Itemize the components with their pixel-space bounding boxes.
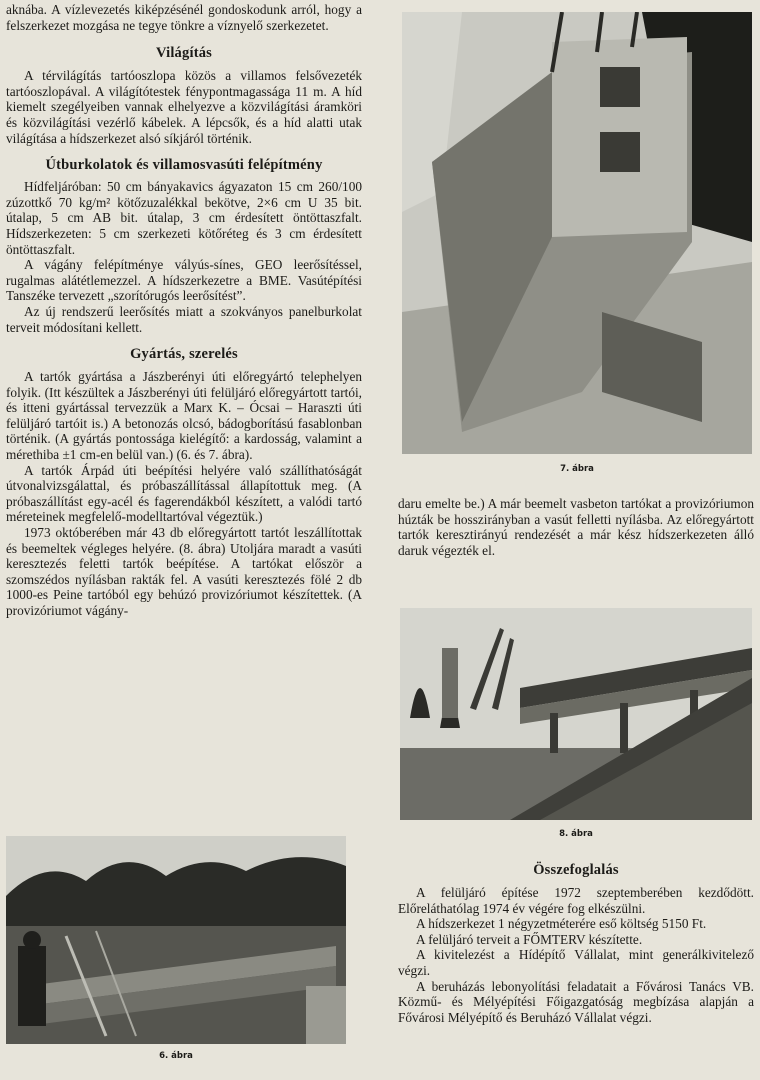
figure-8-caption: 8. ábra — [559, 829, 593, 839]
section-title-pavement: Útburkolatok és villamosvasúti felépítmény — [45, 157, 323, 174]
right-column — [398, 496, 754, 558]
pavement-paragraph-1: Hídfeljáróban: 50 cm bányakavics ágyazaton 15 cm 260/100 zúzottkő 70 kg/m² kötőzuzalékkal bekötve, 2×6 cm U 35 bit. útalap, 5 cm AB bit. útalap, 3 cm érdesített öntöttaszfalt. Hídszerkezeten: 5 cm szerkezeti kötőréteg és 3 cm érdesített öntöttaszfalt. — [6, 179, 362, 257]
manufacturing-paragraph-2: A tartók Árpád úti beépítési helyére való szállíthatóságát útvonalvizsgálattal, és próbaszállítással állapítottuk meg. (A próbaszállítást egy-acél és fagerendákból készített, a valódi tartó méreteinek megfelelő-modelltartóval végeztük.) — [6, 462, 362, 525]
summary-paragraph-4: A kivitelezést a Hídépítő Vállalat, mint generálkivitelező végzi. — [398, 947, 754, 978]
section-title-lighting: Világítás — [155, 45, 213, 62]
figure-7-photo — [402, 12, 752, 454]
summary-paragraph-5: A beruházás lebonyolítási feladatait a Fővárosi Tanács VB. Közmű- és Mélyépítési Főigazgatóság megbízása alapján a Fővárosi Mélyépítő és Beruházó Vállalat végzi. — [398, 978, 754, 1025]
section-title-summary: Összefoglalás — [533, 862, 619, 878]
summary-paragraph-1: A felüljáró építése 1972 szeptemberében kezdődött. Előreláthatólag 1974 év végére fog elkészülni. — [398, 885, 754, 916]
figure-6-photo — [6, 836, 346, 1044]
section-title-manufacturing: Gyártás, szerelés — [130, 346, 238, 363]
figure-8-photo — [400, 608, 752, 820]
figure-7-caption: 7. ábra — [560, 464, 594, 474]
summary-paragraph-3: A felüljáró terveit a FŐMTERV készítette. — [416, 931, 643, 947]
intro-paragraph: aknába. A vízlevezetés kiképzésénél gondoskodunk arról, hogy a felszerkezet mozgása ne tegye tönkre a víznyelő szerkezetet. — [6, 2, 362, 33]
right-column-summary — [398, 862, 754, 1025]
pavement-paragraph-2: A vágány felépítménye vályús-sínes, GEO leerősítéssel, rugalmas alátétlemezzel. A hídszerkezetre a BME. Vasútépítési Tanszéke tervezett „szorítórugós leerősítést”. — [6, 257, 362, 304]
continuation-paragraph: daru emelte be.) A már beemelt vasbeton tartókat a provizóriumon húzták be hosszirányban a vasút felletti nyílásba. Az előregyártott tartók keresztirányú rendezését a már kész hídszerkezeten álló daruk végezték el. — [398, 496, 754, 558]
lighting-paragraph: A térvilágítás tartóoszlopa közös a villamos felsővezeték tartóoszlopával. A világítótestek fénypontmagassága 11 m. A híd kiemelt szegélyeiben vannak elhelyezve a közvilágítási áramköri és közvilágítási vezérlő kábelek. A lépcsők, és a híd alatti utak világítása a hídszerkezet alsó síkjáról történik. — [6, 68, 362, 146]
manufacturing-paragraph-3: 1973 októberében már 43 db előregyártott tartót leszállítottak és beemeltek végleges helyére. (8. ábra) Utoljára maradt a vasúti keresztezés feletti tartók beépítése. A tartókat először a szomszédos nyílásban rakták fel. A vasúti keresztezés fölé 2 db 1000-es Peine tartóból egy behúzó provizóriumot készítettek. (A provizóriumot vágány- — [6, 525, 362, 618]
figure-6-caption: 6. ábra — [159, 1051, 193, 1061]
pavement-paragraph-3: Az új rendszerű leerősítés miatt a szokványos panelburkolat terveit módosítani kellett. — [6, 303, 362, 335]
left-column — [6, 2, 362, 619]
summary-paragraph-2: A hídszerkezet 1 négyzetméterére eső költség 5150 Ft. — [416, 916, 707, 932]
manufacturing-paragraph-1: A tartók gyártása a Jászberényi úti előregyártó telephelyen folyik. (Itt készültek a Jászberényi úti felüljáró előregyártott tartói, és itteni gyártással tervezzük a Marx K. – Ócsai – Haraszti úti felüljáró tartóit is.) A betonozás olcsó, bádogborítású fasablonban történik. (A gyártás pontossága kielégítő: a kardosság, valamint a mérethiba ±1 cm-en belül van.) (6. és 7. ábra). — [6, 369, 362, 463]
